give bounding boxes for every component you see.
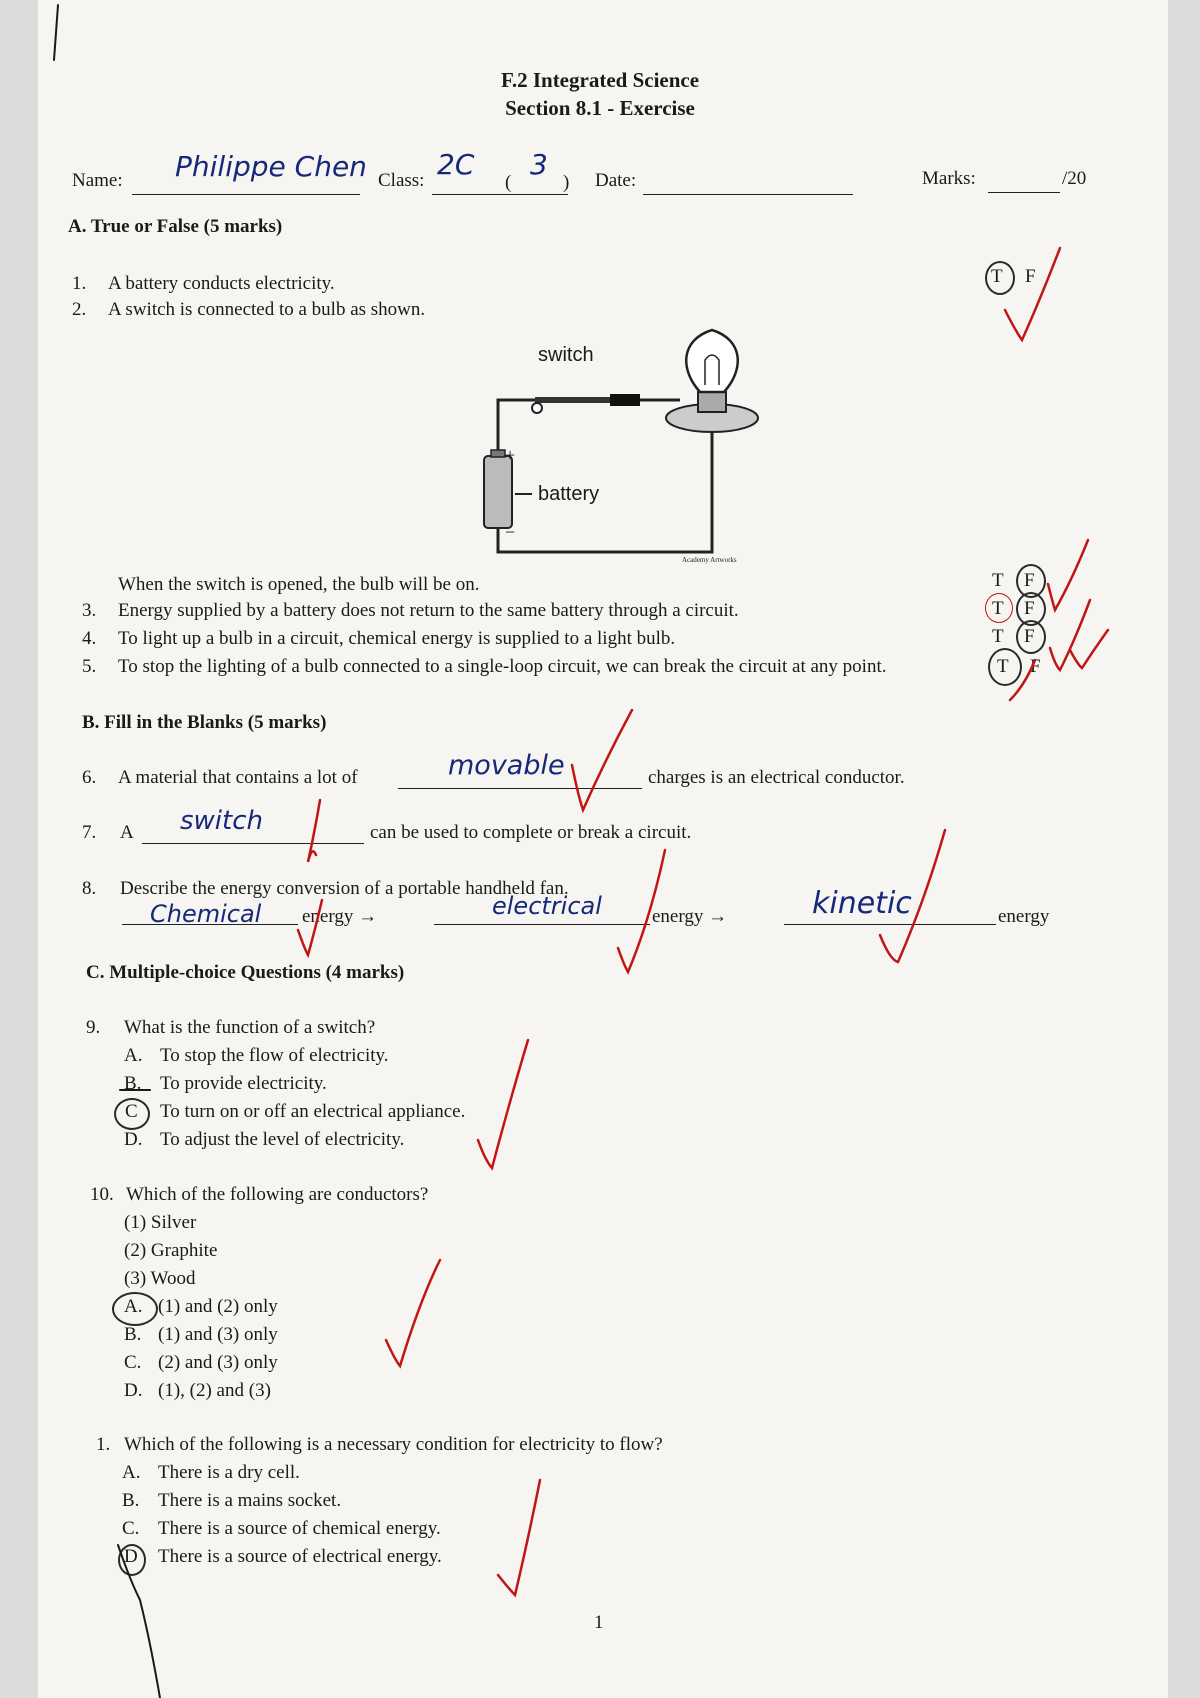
- q10-option-b-label: B.: [124, 1324, 142, 1345]
- q9-option-b-label: B.: [124, 1073, 142, 1094]
- q9-option-d-label: D.: [124, 1129, 143, 1150]
- q5-false: F: [1030, 656, 1041, 677]
- diagram-minus-sign: −: [505, 522, 516, 542]
- q9-number: 9.: [86, 1017, 101, 1038]
- q7-tick-mark: [308, 800, 320, 862]
- q11-option-d-text: There is a source of electrical energy.: [158, 1546, 442, 1567]
- marks-label: Marks:: [922, 168, 976, 189]
- q7-post-text: can be used to complete or break a circuit.: [370, 822, 692, 843]
- q9-option-c-label: C: [125, 1101, 138, 1122]
- q8-energy-end: energy: [998, 906, 1050, 927]
- margin-pen-stroke-lower: [118, 1545, 160, 1698]
- diagram-battery-label: battery: [538, 483, 600, 505]
- q2-number: 2.: [72, 299, 87, 320]
- q10-option-a-label: A.: [124, 1296, 143, 1317]
- q8-energy-arrow1: energy →: [302, 906, 378, 927]
- q8-number: 8.: [82, 878, 97, 899]
- q10-option-d-label: D.: [124, 1380, 143, 1401]
- section-b-heading: B. Fill in the Blanks (5 marks): [82, 712, 327, 733]
- q9-option-b-text: To provide electricity.: [160, 1073, 327, 1094]
- q8-answer1: Chemical: [150, 900, 262, 928]
- diagram-credit: Academy Artworks: [682, 556, 737, 564]
- q5-number: 5.: [82, 656, 97, 677]
- section-c-heading: C. Multiple-choice Questions (4 marks): [86, 962, 405, 983]
- q10-number: 10.: [90, 1184, 114, 1205]
- q4-true: T: [992, 626, 1004, 647]
- q10-option-c-label: C.: [124, 1352, 142, 1373]
- q2-text-continued: When the switch is opened, the bulb will be on.: [118, 574, 480, 595]
- q10-option-a-text: (1) and (2) only: [158, 1296, 278, 1317]
- q8-tick-mark-2: [618, 850, 665, 972]
- q11-option-b-text: There is a mains socket.: [158, 1490, 342, 1511]
- worksheet-title: F.2 Integrated Science: [500, 68, 700, 92]
- date-label: Date:: [595, 170, 637, 191]
- q11-option-c-text: There is a source of chemical energy.: [158, 1518, 441, 1539]
- q10-tick-mark: [386, 1260, 440, 1366]
- worksheet-subtitle: Section 8.1 - Exercise: [505, 96, 695, 120]
- q9-text: What is the function of a switch?: [124, 1017, 376, 1038]
- q11-option-a-text: There is a dry cell.: [158, 1462, 300, 1483]
- q5-tick-mark-lower: [1010, 660, 1035, 700]
- q8-text: Describe the energy conversion of a portable handheld fan.: [120, 878, 569, 899]
- diagram-switch-label: switch: [538, 344, 594, 366]
- q4-false: F: [1024, 626, 1035, 647]
- q3-true: T: [992, 598, 1004, 619]
- margin-pen-stroke: [54, 5, 58, 60]
- q9-option-a-label: A.: [124, 1045, 143, 1066]
- marks-total: /20: [1062, 168, 1087, 189]
- q6-answer: movable: [448, 750, 565, 781]
- q9-option-c-text: To turn on or off an electrical appliance.: [160, 1101, 466, 1122]
- q11-option-c-label: C.: [122, 1518, 140, 1539]
- q1-true: T: [991, 266, 1003, 287]
- q2-true: T: [992, 570, 1004, 591]
- q3-number: 3.: [82, 600, 97, 621]
- q3-false: F: [1024, 598, 1035, 619]
- class-number: 3: [530, 148, 548, 181]
- q11-tick-mark: [498, 1480, 540, 1595]
- name-value: Philippe Chen: [175, 150, 367, 183]
- q7-answer: switch: [180, 806, 264, 836]
- q3-text: Energy supplied by a battery does not return to the same battery through a circuit.: [118, 600, 739, 621]
- q6-tick-mark: [572, 710, 632, 810]
- q10-item-1: (1) Silver: [124, 1212, 197, 1233]
- q10-option-d-text: (1), (2) and (3): [158, 1380, 271, 1401]
- q8-answer3: kinetic: [812, 886, 912, 921]
- q4-number: 4.: [82, 628, 97, 649]
- q8-tick-mark-1: [298, 900, 322, 955]
- class-label: Class:: [378, 170, 425, 191]
- q9-option-d-text: To adjust the level of electricity.: [160, 1129, 405, 1150]
- q11-number: 1.: [96, 1434, 111, 1455]
- q8-energy-arrow2: energy →: [652, 906, 728, 927]
- q11-option-d-label: D: [124, 1546, 138, 1567]
- q2-text: A switch is connected to a bulb as shown.: [108, 299, 426, 320]
- name-label: Name:: [72, 170, 123, 191]
- section-a-heading: A. True or False (5 marks): [68, 216, 283, 237]
- q9-tick-mark: [478, 1040, 528, 1168]
- q7-number: 7.: [82, 822, 97, 843]
- q8-tick-mark-3: [880, 830, 945, 962]
- q1-number: 1.: [72, 273, 87, 294]
- q5-true: T: [997, 656, 1009, 677]
- q1-text: A battery conducts electricity.: [108, 273, 335, 294]
- q8-answer2: electrical: [492, 892, 602, 920]
- q4-text: To light up a bulb in a circuit, chemical energy is supplied to a light bulb.: [118, 628, 676, 649]
- q10-item-2: (2) Graphite: [124, 1240, 218, 1261]
- q10-item-3: (3) Wood: [124, 1268, 196, 1289]
- class-paren-open: (: [505, 172, 512, 193]
- q11-text: Which of the following is a necessary condition for electricity to flow?: [124, 1434, 663, 1455]
- diagram-plus-sign: +: [505, 445, 516, 465]
- q6-post-text: charges is an electrical conductor.: [648, 767, 905, 788]
- q6-pre-text: A material that contains a lot of: [118, 767, 358, 788]
- q10-text: Which of the following are conductors?: [126, 1184, 429, 1205]
- class-paren-close: ): [563, 172, 570, 193]
- q11-option-b-label: B.: [122, 1490, 140, 1511]
- q2-tick-mark: [1048, 540, 1088, 610]
- class-value: 2C: [437, 148, 475, 181]
- page-number: 1: [594, 1612, 604, 1633]
- q5-text: To stop the lighting of a bulb connected to a single-loop circuit, we can break the circuit at any point.: [118, 656, 887, 677]
- q2-false: F: [1024, 570, 1035, 591]
- q1-tick-mark: [1005, 248, 1060, 340]
- q10-option-b-text: (1) and (3) only: [158, 1324, 278, 1345]
- q6-number: 6.: [82, 767, 97, 788]
- q10-option-c-text: (2) and (3) only: [158, 1352, 278, 1373]
- q9-option-a-text: To stop the flow of electricity.: [160, 1045, 389, 1066]
- q7-pre-text: A: [120, 822, 134, 843]
- q11-option-a-label: A.: [122, 1462, 141, 1483]
- q1-false: F: [1025, 266, 1036, 287]
